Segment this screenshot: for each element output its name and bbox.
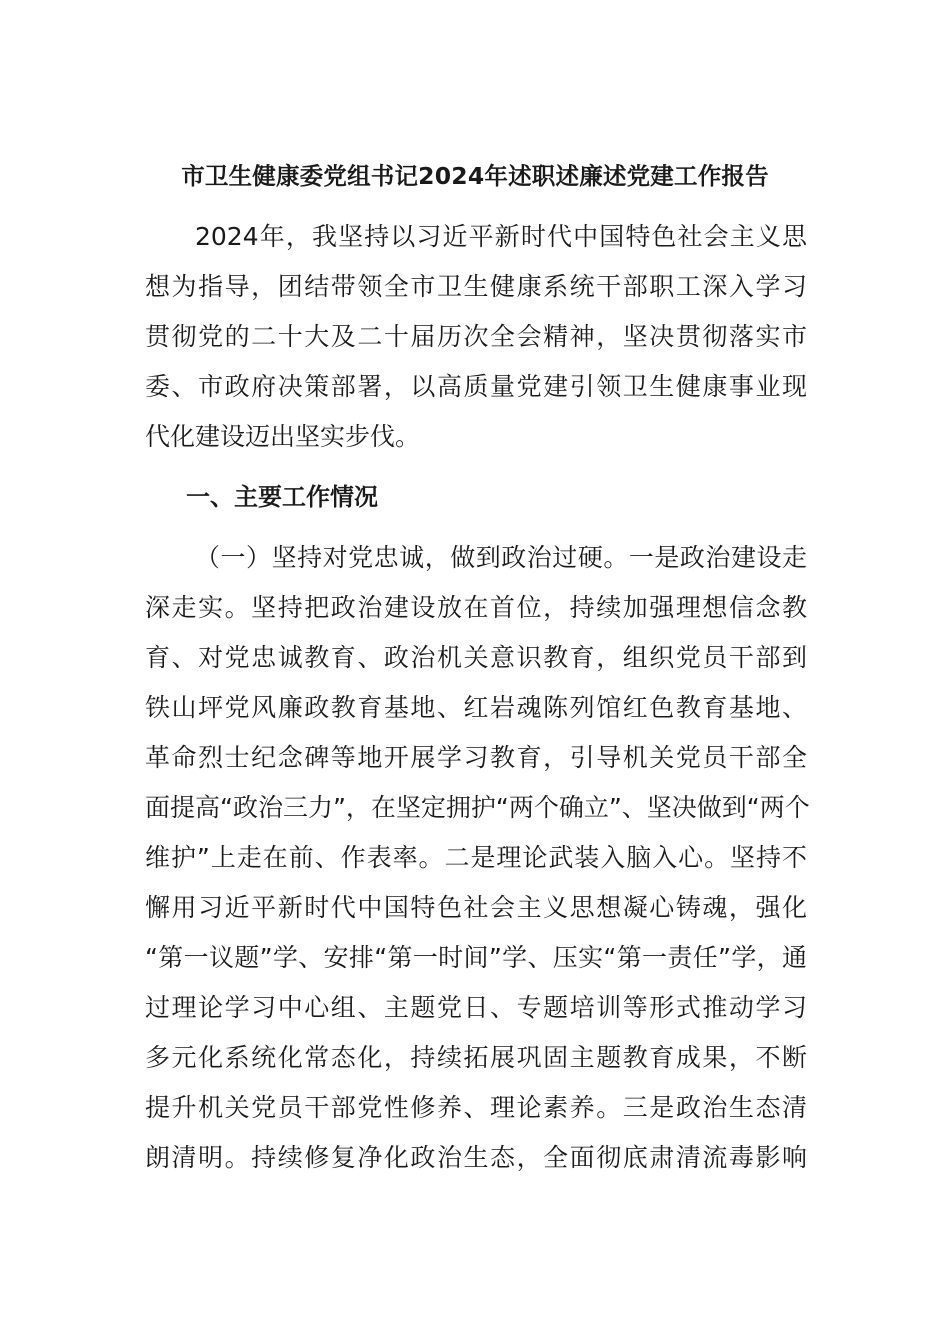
intro-line: 贯彻党的二十大及二十届历次全会精神，坚决贯彻落实市	[145, 322, 807, 351]
body-line: 朗清明。持续修复净化政治生态，全面彻底肃清流毒影响	[145, 1143, 807, 1172]
body-line: 铁山坪党风廉政教育基地、红岩魂陈列馆红色教育基地、	[145, 693, 807, 722]
body-line: 深走实。坚持把政治建设放在首位，持续加强理想信念教	[145, 593, 807, 622]
body-line: 多元化系统化常态化，持续拓展巩固主题教育成果，不断	[145, 1043, 807, 1072]
body-line: 维护”上走在前、作表率。二是理论武装入脑入心。坚持不	[145, 843, 807, 872]
intro-line: 想为指导，团结带领全市卫生健康系统干部职工深入学习	[145, 272, 807, 301]
section-heading: 一、主要工作情况	[186, 483, 378, 511]
body-line: 面提高“政治三力”，在坚定拥护“两个确立”、坚决做到“两个	[145, 793, 810, 822]
body-line: 育、对党忠诚教育、政治机关意识教育，组织党员干部到	[145, 643, 807, 672]
body-line: 革命烈士纪念碑等地开展学习教育，引导机关党员干部全	[145, 743, 807, 772]
body-line: “第一议题”学、安排“第一时间”学、压实“第一责任”学，通	[145, 943, 807, 972]
body-line: 提升机关党员干部党性修养、理论素养。三是政治生态清	[145, 1093, 807, 1122]
document-title: 市卫生健康委党组书记2024年述职述廉述党建工作报告	[181, 162, 769, 190]
intro-line: 代化建设迈出坚实步伐。	[145, 422, 421, 451]
body-line: （一）坚持对党忠诚，做到政治过硬。一是政治建设走	[195, 543, 807, 572]
body-line: 过理论学习中心组、主题党日、专题培训等形式推动学习	[145, 993, 807, 1022]
body-line: 懈用习近平新时代中国特色社会主义思想凝心铸魂，强化	[145, 893, 807, 922]
intro-line: 委、市政府决策部署，以高质量党建引领卫生健康事业现	[145, 372, 807, 401]
intro-line: 2024年，我坚持以习近平新时代中国特色社会主义思	[195, 222, 807, 251]
